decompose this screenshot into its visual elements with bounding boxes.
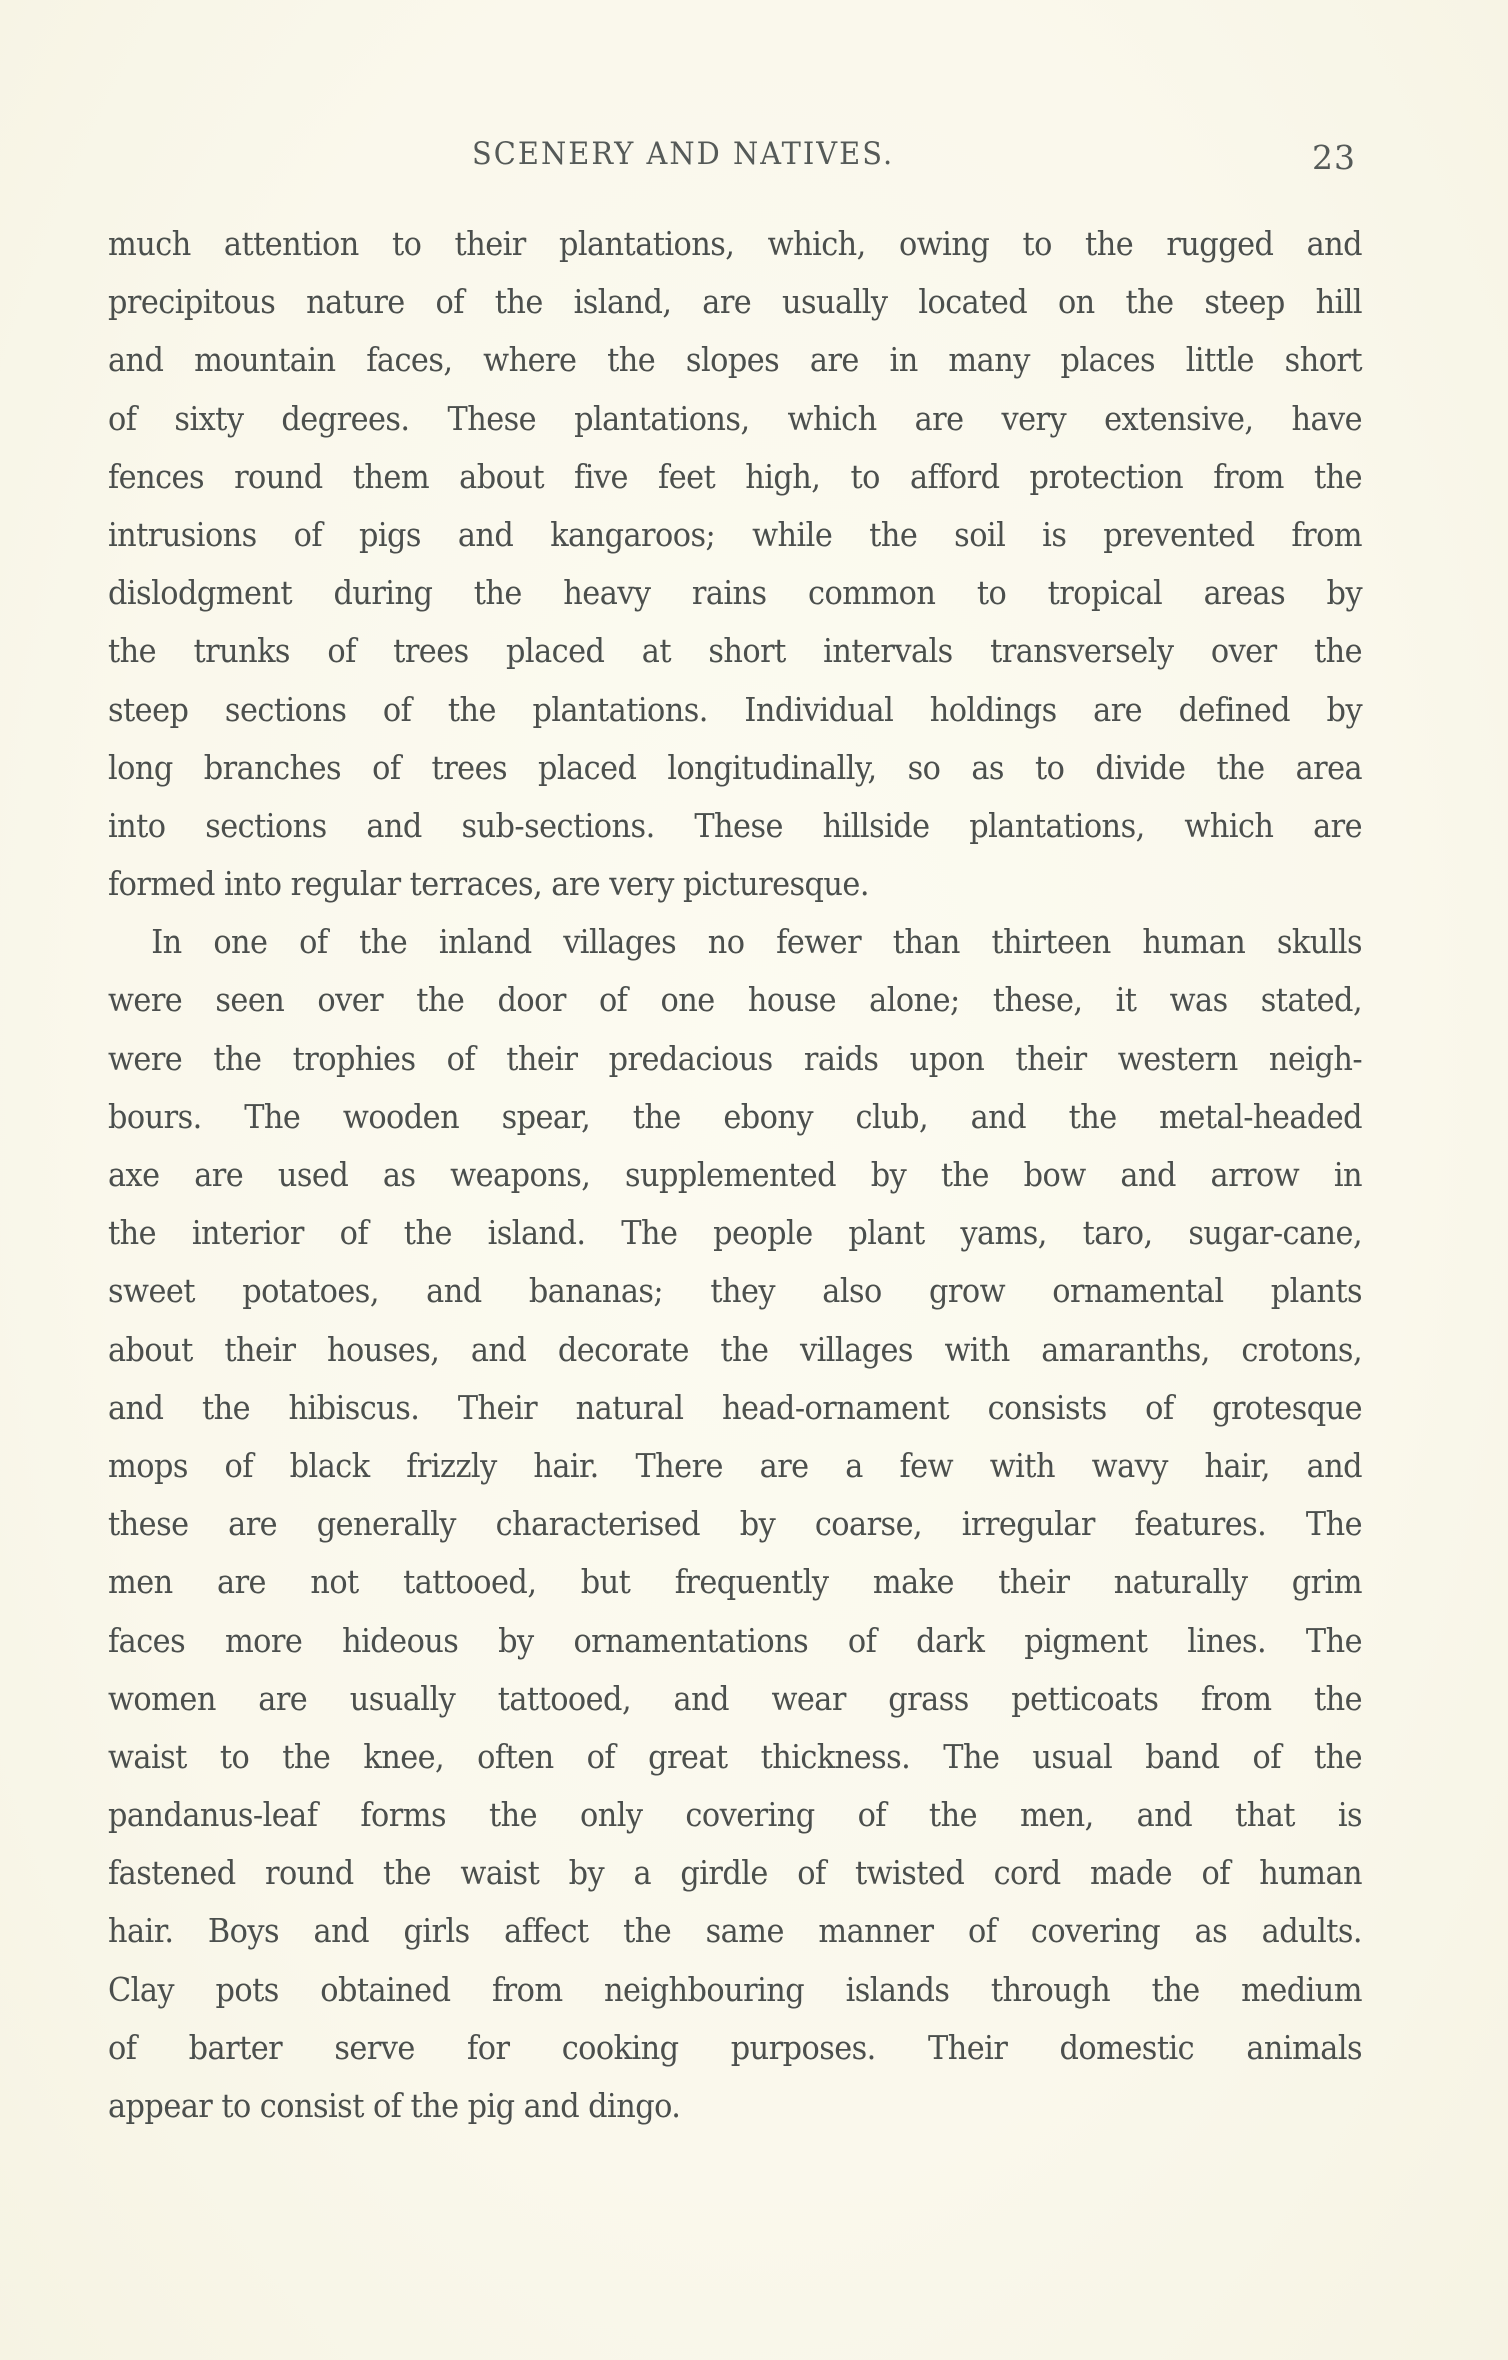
text-line: the interior of the island. The people plant yams, taro, sugar-cane, bbox=[108, 1213, 1363, 1253]
text-line: long branches of trees placed longitudinally, so as to divide the area bbox=[108, 747, 1363, 787]
text-line: steep sections of the plantations. Individual holdings are defined by bbox=[108, 689, 1363, 729]
text-line: hair. Boys and girls affect the same manner of covering as adults. bbox=[108, 1911, 1363, 1951]
text-line: dislodgment during the heavy rains common to tropical areas by bbox=[108, 573, 1363, 613]
text-line: women are usually tattooed, and wear grass petticoats from the bbox=[108, 1678, 1363, 1718]
text-line: precipitous nature of the island, are usually located on the steep hill bbox=[108, 282, 1363, 322]
text-line: were seen over the door of one house alone; these, it was stated, bbox=[108, 980, 1363, 1020]
text-line: sweet potatoes, and bananas; they also grow ornamental plants bbox=[108, 1271, 1363, 1311]
text-line: and mountain faces, where the slopes are in many places little short bbox=[108, 340, 1363, 380]
text-line: and the hibiscus. Their natural head-ornament consists of grotesque bbox=[108, 1387, 1363, 1427]
text-line: the trunks of trees placed at short intervals transversely over the bbox=[108, 631, 1363, 671]
text-line: much attention to their plantations, which, owing to the rugged and bbox=[108, 224, 1363, 263]
text-line: In one of the inland villages no fewer than thirteen human skulls bbox=[151, 922, 1363, 962]
text-line: fences round them about five feet high, to afford protection from the bbox=[108, 456, 1363, 496]
text-line: axe are used as weapons, supplemented by the bow and arrow in bbox=[108, 1155, 1363, 1194]
text-line: men are not tattooed, but frequently make their naturally grim bbox=[108, 1562, 1363, 1602]
text-line: intrusions of pigs and kangaroos; while the soil is prevented from bbox=[108, 514, 1363, 554]
text-line: these are generally characterised by coarse, irregular features. The bbox=[108, 1504, 1363, 1544]
text-line: of sixty degrees. These plantations, which are very extensive, have bbox=[108, 398, 1363, 438]
paragraph bbox=[108, 913, 1362, 2135]
text-line: pandanus-leaf forms the only covering of the men, and that is bbox=[108, 1795, 1363, 1835]
text-line: formed into regular terraces, are very picturesque. bbox=[108, 864, 869, 904]
text-line: were the trophies of their predacious raids upon their western neigh- bbox=[108, 1038, 1363, 1078]
running-head bbox=[0, 128, 1508, 178]
text-line: into sections and sub-sections. These hillside plantations, which are bbox=[108, 805, 1363, 845]
text-line: appear to consist of the pig and dingo. bbox=[108, 2086, 681, 2125]
text-line: fastened round the waist by a girdle of twisted cord made of human bbox=[108, 1853, 1363, 1893]
running-title: SCENERY AND NATIVES. bbox=[472, 136, 895, 172]
page-number: 23 bbox=[1312, 138, 1356, 177]
paragraph bbox=[108, 215, 1362, 913]
text-line: faces more hideous by ornamentations of dark pigment lines. The bbox=[108, 1620, 1363, 1660]
text-line: of barter serve for cooking purposes. Their domestic animals bbox=[108, 2027, 1363, 2067]
text-line: mops of black frizzly hair. There are a few with wavy hair, and bbox=[108, 1445, 1363, 1485]
text-line: bours. The wooden spear, the ebony club, and the metal-headed bbox=[108, 1096, 1363, 1136]
body-text bbox=[108, 215, 1362, 2135]
text-line: waist to the knee, often of great thickness. The usual band of the bbox=[108, 1736, 1363, 1776]
text-line: Clay pots obtained from neighbouring islands through the medium bbox=[108, 1969, 1363, 2009]
text-line: about their houses, and decorate the villages with amaranths, crotons, bbox=[108, 1329, 1363, 1369]
